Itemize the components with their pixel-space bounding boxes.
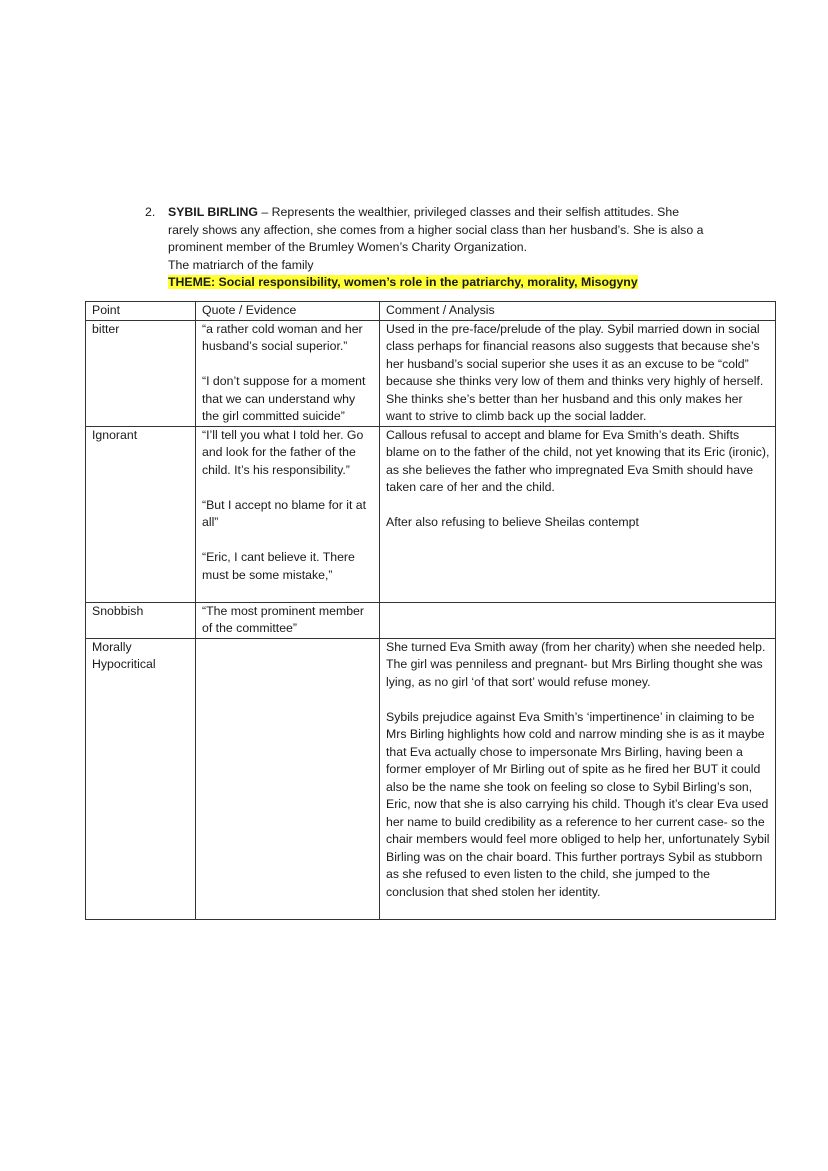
row-comment	[380, 320, 776, 426]
row-point: Ignorant	[86, 426, 196, 602]
intro-body	[168, 204, 705, 292]
character-role: The matriarch of the family	[168, 257, 314, 272]
comment-text: She turned Eva Smith away (from her charity) when she needed help. The girl was penniless and pregnant- but Mrs Birling thought she was lying, as no girl ‘of that sort’ would refuse money.	[386, 639, 766, 689]
row-point: bitter	[86, 320, 196, 426]
analysis-table	[85, 301, 776, 920]
table-row	[86, 426, 776, 602]
row-quote	[196, 426, 380, 602]
table-row	[86, 638, 776, 919]
character-name: SYBIL BIRLING	[168, 205, 258, 219]
quote-text: “Eric, I cant believe it. There must be some mistake,”	[202, 550, 355, 582]
row-quote	[196, 602, 380, 638]
quote-text: “I don’t suppose for a moment that we can understand why the girl committed suicide”	[202, 374, 366, 423]
quote-text: “But I accept no blame for it at all”	[202, 497, 367, 529]
list-number: 2.	[145, 205, 156, 219]
comment-text: Callous refusal to accept and blame for Eva Smith’s death. Shifts blame on to the father of the child, not yet knowing that its Eric (ironic), as she believes the father who impregnated Eva Smith should have taken care of her and the child.	[386, 427, 770, 494]
quote-text: “I’ll tell you what I told her. Go and look for the father of the child. It’s his responsibility.”	[202, 427, 364, 477]
header-point: Point	[86, 302, 196, 321]
comment-text: Sybils prejudice against Eva Smith’s ‘impertinence’ in claiming to be Mrs Birling highlights how cold and narrow minding she is as it maybe that Eva actually chose to impersonate Mrs Birling, having been a former employer of Mr Birling out of spite as he fired her BUT it could also be the name she took on feeling so close to Sybil Birling’s son, Eric, now that she is also carrying his child. Though it’s clear Eva used her name to build credibility as a reference to her current case- so the chair members would feel more obliged to help her, unfortunately Sybil Birling was on the chair board. This further portrays Sybil as stubborn as she refused to even listen to the child, she jumped to the conclusion that shed stolen her identity.	[386, 709, 770, 899]
theme-line: THEME: Social responsibility, women’s role in the patriarchy, morality, Misogyny	[168, 275, 638, 289]
intro-paragraph	[168, 204, 705, 257]
table-row	[86, 602, 776, 638]
comment-text: After also refusing to believe Sheilas contempt	[386, 515, 639, 529]
header-quote: Quote / Evidence	[196, 302, 380, 321]
row-point: Morally Hypocritical	[86, 638, 196, 919]
row-comment	[380, 426, 776, 602]
row-point: Snobbish	[86, 602, 196, 638]
character-intro	[145, 204, 705, 292]
row-comment	[380, 638, 776, 919]
row-quote	[196, 320, 380, 426]
row-comment	[380, 602, 776, 638]
table-row	[86, 320, 776, 426]
row-quote	[196, 638, 380, 919]
header-comment: Comment / Analysis	[380, 302, 776, 321]
comment-text: Used in the pre-face/prelude of the play. Sybil married down in social class perhaps for financial reasons also suggests that because she’s her husband’s social superior she uses it as an excuse to be “cold” because she thinks very low of them and thinks very highly of herself. She thinks she’s better than her husband and this only makes her want to strive to climb back up the social ladder.	[386, 321, 764, 423]
table-header-row	[86, 302, 776, 321]
quote-text: “a rather cold woman and her husband’s social superior.”	[202, 321, 363, 353]
character-description: – Represents the wealthier, privileged classes and their selfish attitudes. She rarely shows any affection, she comes from a higher social class than her husband’s. She is also a prominent member of the Brumley Women’s Charity Organization.	[168, 205, 704, 254]
quote-text: “The most prominent member of the committee”	[202, 603, 364, 635]
